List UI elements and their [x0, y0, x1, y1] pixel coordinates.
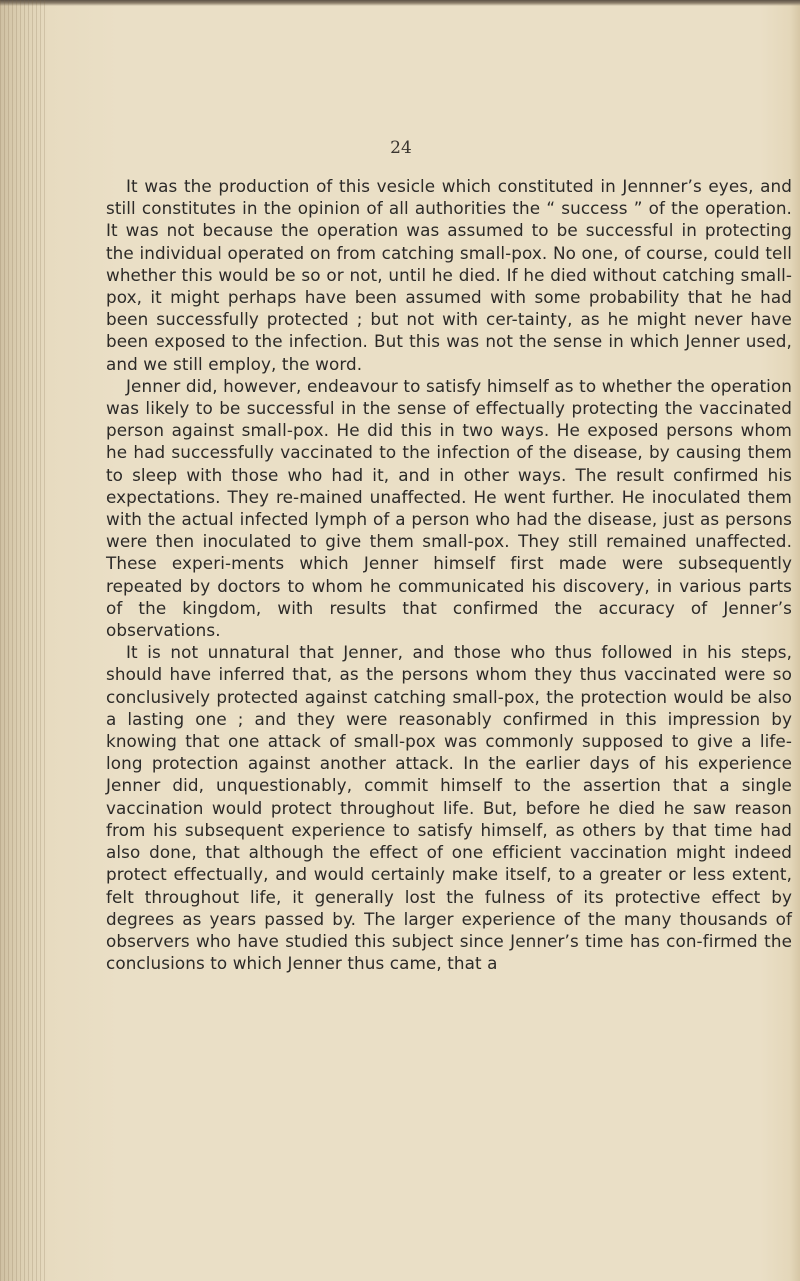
paragraph-1: It was the production of this vesicle which constituted in Jennner’s eyes, and still constitutes in the opinion of all authorities the “ success ” of the operation. It was not because the operation was assumed to be successful in protecting the individual operated on from catching small-pox. No one, of course, could tell whether this would be so or not, until he died. If he died without catching small-pox, it might perhaps have been assumed with some probability that he had been successfully protected ; but not with cer-tainty, as he might never have been exposed to the infection. But this was not the sense in which Jenner used, and we still employ, the word.	[106, 176, 792, 374]
page-top-edge	[0, 0, 800, 6]
page-number: 24	[390, 138, 412, 158]
binding-gutter	[0, 0, 48, 1281]
paragraph-3: It is not unnatural that Jenner, and those who thus followed in his steps, should have inferred that, as the persons whom they thus vaccinated were so conclusively protected against catching small-pox, the protection would be also a lasting one ; and they were reasonably confirmed in this impression by knowing that one attack of small-pox was commonly supposed to give a life-long protection against another attack. In the earlier days of his experience Jenner did, unquestionably, commit himself to the assertion that a single vaccination would protect throughout life. But, before he died he saw reason from his subsequent experience to satisfy himself, as others by that time had also done, that although the effect of one efficient vaccination might indeed protect effectually, and would certainly make itself, to a greater or less extent, felt throughout life, it generally lost the fulness of its protective effect by degrees as years passed by. The larger experience of the many thousands of observers who have studied this subject since Jenner’s time has con-firmed the conclusions to which Jenner thus came, that a	[106, 642, 792, 974]
body-text	[106, 175, 792, 974]
paragraph-2: Jenner did, however, endeavour to satisfy himself as to whether the operation was likely to be successful in the sense of effectually protecting the vaccinated person against small-pox. He did this in two ways. He exposed persons whom he had successfully vaccinated to the infection of the disease, by causing them to sleep with those who had it, and in other ways. The result confirmed his expectations. They re-mained unaffected. He went further. He inoculated them with the actual infected lymph of a person who had the disease, just as persons were then inoculated to give them small-pox. They still remained unaffected. These experi-ments which Jenner himself first made were subsequently repeated by doctors to whom he communicated his discovery, in various parts of the kingdom, with results that confirmed the accuracy of Jenner’s observations.	[106, 375, 792, 641]
